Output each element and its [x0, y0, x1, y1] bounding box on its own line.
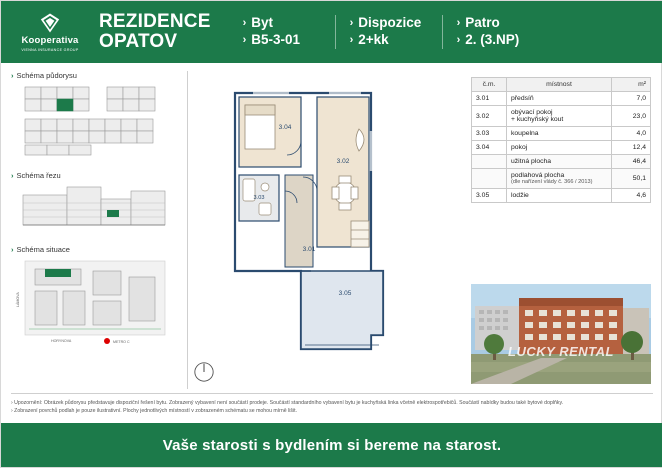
cell-area: 46,4 — [612, 155, 651, 169]
scheme-situace-label: Schéma situace — [16, 245, 70, 254]
table-row-total-floor — [472, 169, 651, 189]
header-field-patro — [442, 15, 549, 49]
table-row — [472, 127, 651, 141]
cell-number: 3.01 — [472, 92, 507, 106]
table-row — [472, 141, 651, 155]
cell-room-note: (dle nařízení vlády č. 366 / 2013) — [511, 179, 593, 185]
cell-room: předsíň — [507, 92, 612, 106]
header-field-byt — [229, 15, 335, 49]
header-field-patro-label: Patro — [465, 15, 500, 31]
table-row — [472, 92, 651, 106]
header-field-dispozice-value: 2+kk — [358, 32, 389, 47]
header-field-dispozice-label: Dispozice — [358, 15, 422, 31]
footer-slogan: Vaše starosti s bydlením si bereme na starost. — [162, 436, 502, 454]
photo-watermark: LUCKY RENTAL — [508, 344, 614, 359]
scheme-rez-image — [11, 183, 181, 235]
scheme-pudorys-image — [11, 83, 181, 161]
header-field-dispozice — [335, 15, 442, 49]
page-title — [99, 12, 211, 53]
room-label-3-01: 3.01 — [302, 246, 316, 253]
cell-area: 23,0 — [612, 106, 651, 127]
cell-number — [472, 169, 507, 189]
cell-area: 4,6 — [612, 189, 651, 203]
th-number: č.m. — [472, 78, 507, 92]
room-label-3-05: 3.05 — [338, 290, 352, 297]
disclaimer-line-2: › Zobrazení povrchů podlah je pouze ilustrativní. Plochy jednotlivých místností v zobrazeném schématu se mohou mírně lišit. — [11, 408, 298, 415]
cell-number: 3.04 — [472, 141, 507, 155]
th-area: m² — [612, 78, 651, 92]
building-photo — [471, 284, 651, 384]
footer-slogan-bar — [1, 423, 662, 467]
th-room: místnost — [507, 78, 612, 92]
cell-area: 12,4 — [612, 141, 651, 155]
cell-number: 3.03 — [472, 127, 507, 141]
scheme-pudorys-title — [11, 71, 181, 80]
logo — [9, 12, 91, 52]
table-row-total-usable — [472, 155, 651, 169]
logo-subtitle: VIENNA INSURANCE GROUP — [21, 48, 79, 52]
situation-street-left: LÁMOVA — [16, 292, 20, 307]
floorplan — [193, 71, 451, 389]
footer-divider — [11, 393, 653, 394]
cell-number: 3.02 — [472, 106, 507, 127]
disclaimer-line-1: › Upozornění: Obrázek půdorysu představuje dispoziční řešení bytu. Zobrazený vybavení není součástí prodeje. Součástí standardního vybavení bytu je kuchyňská linka včetně elektrospotřebičů. Součástí nabídky budou také bytové doplňky. — [11, 400, 564, 406]
header-field-patro-value: 2. (3.NP) — [465, 32, 520, 47]
table-row — [472, 106, 651, 127]
kooperativa-logo-icon — [39, 12, 61, 34]
chevron-right-icon: › — [349, 33, 354, 46]
vertical-divider — [187, 71, 188, 389]
logo-wordmark: Kooperativa — [21, 35, 79, 46]
scheme-rez-title — [11, 171, 181, 180]
title-line-1: REZIDENCE — [99, 10, 211, 32]
cell-room — [507, 169, 612, 189]
chevron-right-icon: › — [242, 16, 247, 29]
cell-area: 7,0 — [612, 92, 651, 106]
room-label-3-02: 3.02 — [336, 158, 350, 165]
cell-number — [472, 155, 507, 169]
chevron-right-icon: › — [456, 16, 461, 29]
chevron-right-icon: › — [349, 16, 354, 29]
table-row — [472, 189, 651, 203]
scheme-rez-label: Schéma řezu — [16, 171, 61, 180]
compass-icon — [193, 361, 215, 383]
chevron-right-icon: › — [11, 171, 14, 180]
chevron-right-icon: › — [11, 71, 14, 80]
title-line-2: OPATOV — [99, 31, 178, 52]
cell-room: pokoj — [507, 141, 612, 155]
scheme-situace-title — [11, 245, 181, 254]
situation-metro: METRO C — [113, 340, 130, 344]
cell-area: 4,0 — [612, 127, 651, 141]
table-header-row — [472, 78, 651, 92]
header-field-byt-value: B5-3-01 — [251, 32, 301, 47]
cell-room-line1: obývací pokoj — [511, 109, 553, 116]
rooms-table — [471, 77, 651, 203]
room-label-3-03: 3.03 — [253, 195, 265, 201]
cell-room-line1: podlahová plocha — [511, 172, 565, 179]
left-schemes-column — [11, 71, 181, 389]
chevron-right-icon: › — [11, 245, 14, 254]
cell-number: 3.05 — [472, 189, 507, 203]
cell-area: 50,1 — [612, 169, 651, 189]
cell-room — [507, 106, 612, 127]
disclaimer — [11, 399, 653, 415]
room-label-3-04: 3.04 — [278, 124, 292, 131]
page-header — [1, 1, 662, 63]
header-field-byt-label: Byt — [251, 15, 274, 31]
scheme-pudorys-label: Schéma půdorysu — [16, 71, 77, 80]
cell-room-line2: + kuchyňský kout — [511, 116, 564, 123]
situation-street-bottom: HORYNOVA — [51, 339, 72, 343]
chevron-right-icon: › — [242, 33, 247, 46]
cell-room: užitná plocha — [507, 155, 612, 169]
scheme-situace-image — [11, 257, 181, 349]
cell-room: koupelna — [507, 127, 612, 141]
header-fields — [229, 1, 549, 63]
cell-room: lodžie — [507, 189, 612, 203]
chevron-right-icon: › — [456, 33, 461, 46]
